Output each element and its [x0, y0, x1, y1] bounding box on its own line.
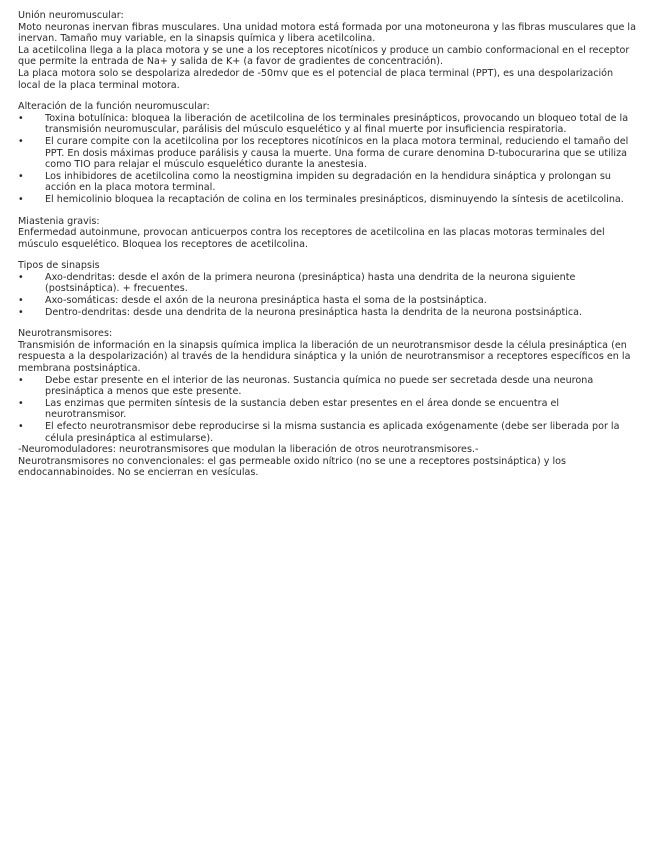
- section-heading: Neurotransmisores:: [18, 328, 113, 340]
- paragraph: Neurotransmisores no convencionales: el gas permeable oxido nítrico (no se une a receptores postsináptica) y los endocannabinoides. No se encierran en vesículas.: [18, 455, 566, 479]
- bullet-icon: •: [18, 271, 24, 283]
- bullet-list: [18, 272, 638, 318]
- list-item-text: El curare compite con la acetilcolina por los receptores nicotínicos en la placa motora terminal, reduciendo el tamaño del PPT. En dosis máximas produce parálisis y causa la muerte. Una forma de curare denomina D-tubocurarina que se utiliza como TIO para relajar el músculo esquelético durante la anestesia.: [45, 135, 629, 171]
- section-heading: Tipos de sinapsis: [18, 260, 100, 272]
- paragraph: Transmisión de información en la sinapsis química implica la liberación de un neurotransmisor desde la célula presináptica (en respuesta a la despolarización) al través de la hendidura sináptica y la unión de neurotransmisor a receptores específicos en la membrana postsináptica.: [18, 339, 631, 375]
- paragraph: Enfermedad autoinmune, provocan anticuerpos contra los receptores de acetilcolina en las placas motoras terminales del músculo esquelético. Bloquea los receptores de acetilcolina.: [18, 227, 605, 250]
- section-synapse-types: [18, 260, 638, 318]
- list-item-text: Axo-dendritas: desde el axón de la primera neurona (presináptica) hasta una dendrita de la neurona siguiente (postsináptica). + frecuentes.: [45, 271, 576, 295]
- section-heading: Unión neuromuscular:: [18, 10, 124, 21]
- section-heading: Alteración de la función neuromuscular:: [18, 101, 210, 113]
- paragraph: La acetilcolina llega a la placa motora y se une a los receptores nicotínicos y produce un cambio conformacional en el receptor que permite la entrada de Na+ y salida de K+ (a favor de gradientes de concentración).: [18, 44, 630, 68]
- list-item-text: Dentro-dendritas: desde una dendrita de la neurona presináptica hasta la dendrita de la neurona postsináptica.: [45, 306, 583, 318]
- bullet-icon: •: [18, 112, 24, 124]
- bullet-icon: •: [18, 193, 24, 205]
- bullet-icon: •: [18, 170, 24, 182]
- section-myasthenia-gravis: [18, 216, 638, 251]
- paragraph: Moto neuronas inervan fibras musculares. Una unidad motora está formada por una motoneurona y las fibras musculares que la inervan. Tamaño muy variable, en la sinapsis química y libera acetilcolina.: [18, 21, 636, 45]
- bullet-icon: •: [18, 135, 24, 147]
- list-item: [18, 194, 638, 206]
- list-item: [18, 272, 638, 295]
- list-item: [18, 307, 638, 319]
- list-item: [18, 136, 638, 171]
- bullet-icon: •: [18, 295, 24, 307]
- bullet-icon: •: [18, 374, 24, 386]
- list-item: [18, 375, 638, 398]
- list-item: [18, 171, 638, 194]
- section-neurotransmitters: [18, 328, 638, 479]
- list-item: [18, 113, 638, 136]
- paragraph: -Neuromoduladores: neurotransmisores que modulan la liberación de otros neurotransmisores.-: [18, 444, 479, 456]
- bullet-icon: •: [18, 306, 24, 318]
- list-item-text: El hemicolinio bloquea la recaptación de colina en los terminales presinápticos, disminuyendo la síntesis de acetilcolina.: [45, 193, 624, 205]
- list-item: [18, 398, 638, 421]
- section-neuromuscular-alteration: [18, 101, 638, 205]
- list-item-text: Toxina botulínica: bloquea la liberación de acetilcolina de los terminales presinápticos, provocando un bloqueo total de la transmisión neuromuscular, parálisis del músculo esquelético y al final muerte por insuficiencia respiratoria.: [45, 112, 629, 136]
- bullet-icon: •: [18, 421, 24, 432]
- list-item: [18, 421, 638, 444]
- list-item: [18, 295, 638, 307]
- list-item-text: Debe estar presente en el interior de las neuronas. Sustancia química no puede ser secretada desde una neurona presináptica a menos que este presente.: [45, 374, 594, 398]
- bullet-list: [18, 375, 638, 445]
- paragraph: La placa motora solo se despolariza alrededor de -50mv que es el potencial de placa terminal (PPT), es una despolarización local de la placa terminal motora.: [18, 67, 614, 91]
- bullet-list: [18, 113, 638, 206]
- list-item-text: Las enzimas que permiten síntesis de la sustancia deben estar presentes en el área donde se encuentra el neurotransmisor.: [45, 397, 560, 421]
- list-item-text: Axo-somáticas: desde el axón de la neurona presináptica hasta el soma de la postsináptica.: [45, 295, 487, 307]
- section-heading: Miastenia gravis:: [18, 215, 100, 227]
- section-neuromuscular-junction: [18, 10, 638, 91]
- list-item-text: El efecto neurotransmisor debe reproducirse si la misma sustancia es aplicada exógenamente (debe ser liberada por la célula presináptica al estimularse).: [45, 421, 620, 444]
- list-item-text: Los inhibidores de acetilcolina como la neostigmina impiden su degradación en la hendidura sináptica y prolongan su acción en la placa motora terminal.: [45, 170, 611, 194]
- bullet-icon: •: [18, 397, 24, 409]
